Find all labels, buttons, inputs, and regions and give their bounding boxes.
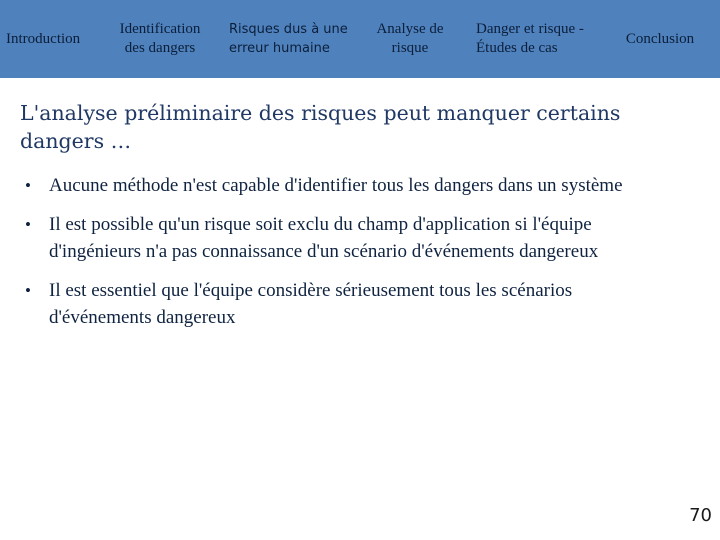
nav-item-label: Danger et risque - Études de cas [476, 21, 584, 56]
nav-item-conclusion[interactable] [612, 0, 708, 78]
nav-item-danger-et-risque[interactable] [476, 0, 596, 78]
bullet-item [25, 277, 665, 331]
nav-item-label: Identification des dangers [119, 21, 201, 56]
bullet-list [25, 172, 665, 343]
nav-item-analyse-de-risque[interactable] [360, 0, 460, 78]
nav-item-label: Analyse de risque [376, 21, 444, 56]
nav-item-risques-erreur-humaine[interactable] [229, 0, 359, 78]
nav-item-label: Risques dus à une erreur humaine [229, 22, 348, 56]
page-number: 70 [689, 505, 712, 526]
nav-item-label: Introduction [6, 30, 81, 47]
bullet-dot: • [25, 176, 31, 195]
bullet-text: Il est possible qu'un risque soit exclu du champ d'application si l'équipe d'ingénieurs n'a pas connaissance d'un scénario d'événements dangereux [49, 214, 599, 262]
nav-item-identification-des-dangers[interactable] [108, 0, 212, 78]
nav-item-label: Conclusion [625, 30, 695, 47]
bullet-item [25, 211, 665, 265]
bullet-dot: • [25, 281, 31, 300]
bullet-text: Il est essentiel que l'équipe considère sérieusement tous les scénarios d'événements dangereux [49, 280, 573, 328]
bullet-text: Aucune méthode n'est capable d'identifier tous les dangers dans un système [49, 175, 623, 196]
bullet-item [25, 172, 665, 199]
section-nav-bar [0, 0, 720, 78]
nav-item-introduction[interactable] [6, 0, 106, 78]
bullet-dot: • [25, 215, 31, 234]
slide-title: L'analyse préliminaire des risques peut manquer certains dangers … [20, 101, 621, 153]
